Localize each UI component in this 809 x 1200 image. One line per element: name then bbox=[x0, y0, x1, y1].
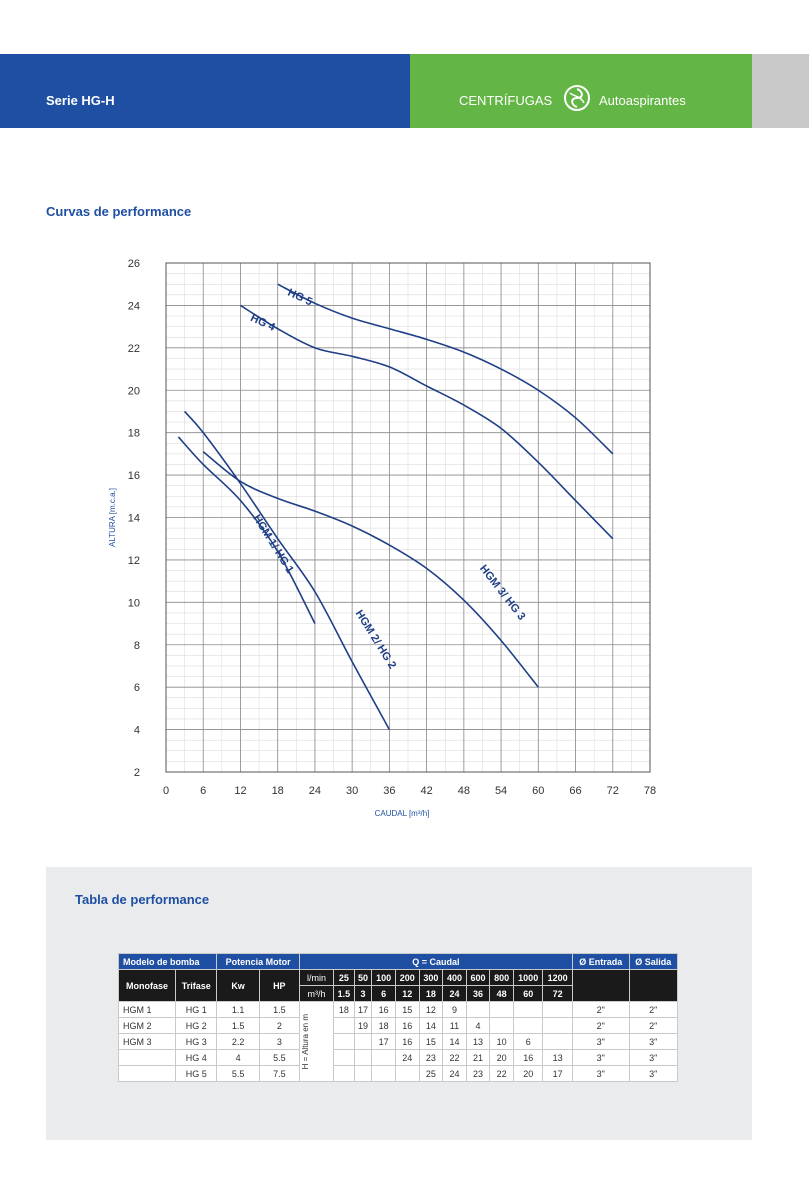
cell-altura: 16 bbox=[513, 1050, 542, 1066]
cell-altura: 11 bbox=[443, 1018, 467, 1034]
flow-m3h-cell: 3 bbox=[354, 986, 372, 1002]
cell-kw: 1.5 bbox=[217, 1018, 259, 1034]
th-monofase: Monofase bbox=[119, 970, 176, 1002]
th-modelo: Modelo de bomba bbox=[119, 954, 217, 970]
pump-swirl-icon bbox=[563, 84, 591, 112]
cell-altura: 9 bbox=[443, 1002, 467, 1018]
cell-altura: 22 bbox=[490, 1066, 514, 1082]
cell-hp: 2 bbox=[259, 1018, 299, 1034]
cell-salida: 2" bbox=[629, 1018, 678, 1034]
flow-m3h-cell: 12 bbox=[395, 986, 419, 1002]
cell-altura bbox=[372, 1050, 396, 1066]
flow-lmin-cell: 400 bbox=[443, 970, 467, 986]
cell-altura: 13 bbox=[466, 1034, 490, 1050]
x-tick-label: 60 bbox=[532, 785, 545, 797]
cell-altura bbox=[543, 1018, 572, 1034]
y-tick-label: 6 bbox=[133, 682, 140, 695]
cell-altura bbox=[395, 1066, 419, 1082]
cell-altura: 10 bbox=[490, 1034, 514, 1050]
y-tick-label: 2 bbox=[133, 767, 140, 779]
series-title: Serie HG-H bbox=[46, 93, 115, 108]
cell-altura bbox=[334, 1066, 355, 1082]
y-tick-label: 12 bbox=[127, 554, 140, 567]
cell-salida: 2" bbox=[629, 1002, 678, 1018]
curve-label-hgm-1-hg-1: HGM 1/ HG 1 bbox=[250, 512, 296, 576]
cell-altura bbox=[466, 1002, 490, 1018]
cell-altura: 25 bbox=[419, 1066, 443, 1082]
cell-altura bbox=[513, 1002, 542, 1018]
cell-altura: 20 bbox=[513, 1066, 542, 1082]
cell-altura bbox=[334, 1018, 355, 1034]
cell-salida: 3" bbox=[629, 1050, 678, 1066]
performance-table bbox=[118, 953, 678, 1082]
cell-monofase bbox=[119, 1050, 176, 1066]
x-tick-label: 42 bbox=[420, 785, 433, 797]
x-tick-label: 66 bbox=[569, 785, 582, 797]
x-tick-label: 78 bbox=[643, 785, 657, 797]
cell-altura: 18 bbox=[334, 1002, 355, 1018]
table-row bbox=[119, 1002, 678, 1018]
th-trifase: Trifase bbox=[176, 970, 217, 1002]
flow-m3h-cell: 48 bbox=[490, 986, 514, 1002]
cell-altura: 23 bbox=[419, 1050, 443, 1066]
x-tick-label: 48 bbox=[457, 785, 470, 797]
cell-altura: 15 bbox=[419, 1034, 443, 1050]
x-tick-label: 72 bbox=[606, 785, 619, 797]
curves-section-title: Curvas de performance bbox=[46, 204, 192, 219]
cell-entrada: 3" bbox=[572, 1050, 629, 1066]
y-tick-label: 8 bbox=[133, 639, 140, 652]
cell-salida: 3" bbox=[629, 1066, 678, 1082]
y-tick-label: 10 bbox=[127, 597, 140, 610]
cell-altura bbox=[490, 1002, 514, 1018]
cell-altura: 13 bbox=[543, 1050, 572, 1066]
flow-m3h-cell: 24 bbox=[443, 986, 467, 1002]
x-tick-label: 36 bbox=[383, 785, 396, 797]
flow-lmin-cell: 300 bbox=[419, 970, 443, 986]
cell-altura: 16 bbox=[395, 1018, 419, 1034]
flow-lmin-cell: 800 bbox=[490, 970, 514, 986]
altura-label: H = Altura en m bbox=[300, 1013, 310, 1070]
cell-monofase: HGM 3 bbox=[119, 1034, 176, 1050]
x-tick-label: 54 bbox=[494, 785, 508, 797]
flow-m3h-cell: 60 bbox=[513, 986, 542, 1002]
cell-altura bbox=[372, 1066, 396, 1082]
curve-hgm-1-hg-1 bbox=[178, 437, 315, 624]
table-row bbox=[119, 1066, 678, 1082]
x-tick-label: 18 bbox=[271, 785, 284, 797]
flow-lmin-cell: 600 bbox=[466, 970, 490, 986]
flow-lmin-cell: 100 bbox=[372, 970, 396, 986]
cell-altura: 17 bbox=[354, 1002, 372, 1018]
cell-altura: 17 bbox=[372, 1034, 396, 1050]
y-tick-label: 22 bbox=[127, 342, 140, 355]
flow-m3h-cell: 1.5 bbox=[334, 986, 355, 1002]
cell-altura: 23 bbox=[466, 1066, 490, 1082]
th-salida-spacer bbox=[629, 970, 678, 1002]
cell-hp: 5.5 bbox=[259, 1050, 299, 1066]
cell-altura bbox=[354, 1050, 372, 1066]
cell-kw: 1.1 bbox=[217, 1002, 259, 1018]
cell-trifase: HG 2 bbox=[176, 1018, 217, 1034]
cell-salida: 3" bbox=[629, 1034, 678, 1050]
performance-chart-svg bbox=[100, 250, 670, 825]
cell-entrada: 2" bbox=[572, 1018, 629, 1034]
cell-entrada: 3" bbox=[572, 1034, 629, 1050]
altura-label-cell bbox=[299, 1002, 333, 1082]
cell-altura: 19 bbox=[354, 1018, 372, 1034]
cell-altura: 20 bbox=[490, 1050, 514, 1066]
y-tick-label: 20 bbox=[127, 385, 140, 398]
cell-trifase: HG 1 bbox=[176, 1002, 217, 1018]
cell-altura: 21 bbox=[466, 1050, 490, 1066]
cell-monofase: HGM 2 bbox=[119, 1018, 176, 1034]
cell-hp: 3 bbox=[259, 1034, 299, 1050]
cell-altura: 24 bbox=[443, 1066, 467, 1082]
cell-altura: 4 bbox=[466, 1018, 490, 1034]
cell-kw: 5.5 bbox=[217, 1066, 259, 1082]
flow-m3h-cell: 72 bbox=[543, 986, 572, 1002]
cell-altura bbox=[543, 1034, 572, 1050]
table-row bbox=[119, 1018, 678, 1034]
th-m3h: m³/h bbox=[299, 986, 333, 1002]
th-entrada: Ø Entrada bbox=[572, 954, 629, 970]
category-autoaspirantes: Autoaspirantes bbox=[599, 93, 686, 108]
cell-kw: 2.2 bbox=[217, 1034, 259, 1050]
y-axis-label: ALTURA [m.c.a.] bbox=[108, 488, 117, 547]
cell-altura: 15 bbox=[395, 1002, 419, 1018]
cell-altura: 22 bbox=[443, 1050, 467, 1066]
flow-lmin-cell: 1000 bbox=[513, 970, 542, 986]
x-tick-label: 30 bbox=[346, 785, 359, 797]
x-axis-label: CAUDAL [m³/h] bbox=[374, 809, 430, 818]
flow-m3h-cell: 18 bbox=[419, 986, 443, 1002]
flow-lmin-cell: 200 bbox=[395, 970, 419, 986]
header-gray-tab bbox=[752, 54, 809, 128]
y-tick-label: 18 bbox=[127, 427, 140, 440]
cell-trifase: HG 4 bbox=[176, 1050, 217, 1066]
cell-altura bbox=[490, 1018, 514, 1034]
category-centrifugas: CENTRÍFUGAS bbox=[459, 93, 553, 108]
curve-label-hgm-2-hg-2: HGM 2/ HG 2 bbox=[352, 608, 399, 672]
th-entrada-spacer bbox=[572, 970, 629, 1002]
cell-altura: 14 bbox=[443, 1034, 467, 1050]
x-tick-label: 24 bbox=[308, 785, 322, 797]
y-tick-label: 24 bbox=[127, 300, 140, 313]
cell-trifase: HG 5 bbox=[176, 1066, 217, 1082]
y-tick-label: 4 bbox=[133, 724, 140, 737]
cell-hp: 1.5 bbox=[259, 1002, 299, 1018]
header-category-band bbox=[410, 54, 752, 128]
curve-label-hgm-3-hg-3: HGM 3/ HG 3 bbox=[476, 562, 528, 623]
th-lmin: l/min bbox=[299, 970, 333, 986]
cell-monofase bbox=[119, 1066, 176, 1082]
curve-label-hg-4: HG 4 bbox=[248, 312, 277, 334]
table-section-title: Tabla de performance bbox=[75, 892, 210, 907]
header-series-band bbox=[0, 54, 410, 128]
table-row bbox=[119, 1034, 678, 1050]
cell-hp: 7.5 bbox=[259, 1066, 299, 1082]
flow-lmin-cell: 25 bbox=[334, 970, 355, 986]
cell-altura: 12 bbox=[419, 1002, 443, 1018]
cell-altura bbox=[513, 1018, 542, 1034]
cell-altura: 6 bbox=[513, 1034, 542, 1050]
x-tick-label: 12 bbox=[234, 785, 247, 797]
cell-altura: 16 bbox=[395, 1034, 419, 1050]
x-tick-label: 6 bbox=[200, 785, 207, 797]
cell-altura: 16 bbox=[372, 1002, 396, 1018]
cell-altura bbox=[354, 1066, 372, 1082]
cell-trifase: HG 3 bbox=[176, 1034, 217, 1050]
y-tick-label: 16 bbox=[127, 470, 140, 483]
cell-altura: 18 bbox=[372, 1018, 396, 1034]
cell-altura bbox=[543, 1002, 572, 1018]
flow-m3h-cell: 6 bbox=[372, 986, 396, 1002]
th-kw: Kw bbox=[217, 970, 259, 1002]
cell-altura bbox=[334, 1034, 355, 1050]
cell-altura: 14 bbox=[419, 1018, 443, 1034]
cell-entrada: 3" bbox=[572, 1066, 629, 1082]
cell-entrada: 2" bbox=[572, 1002, 629, 1018]
y-tick-label: 14 bbox=[127, 512, 140, 525]
cell-monofase: HGM 1 bbox=[119, 1002, 176, 1018]
cell-altura: 17 bbox=[543, 1066, 572, 1082]
flow-lmin-cell: 50 bbox=[354, 970, 372, 986]
y-tick-label: 26 bbox=[127, 258, 140, 270]
th-potencia: Potencia Motor bbox=[217, 954, 300, 970]
curve-label-hg-5: HG 5 bbox=[285, 286, 315, 309]
flow-lmin-cell: 1200 bbox=[543, 970, 572, 986]
cell-kw: 4 bbox=[217, 1050, 259, 1066]
cell-altura bbox=[334, 1050, 355, 1066]
th-caudal: Q = Caudal bbox=[299, 954, 572, 970]
table-row bbox=[119, 1050, 678, 1066]
cell-altura: 24 bbox=[395, 1050, 419, 1066]
cell-altura bbox=[354, 1034, 372, 1050]
th-salida: Ø Salida bbox=[629, 954, 678, 970]
th-hp: HP bbox=[259, 970, 299, 1002]
x-tick-label: 0 bbox=[162, 785, 170, 797]
performance-chart bbox=[100, 250, 670, 825]
flow-m3h-cell: 36 bbox=[466, 986, 490, 1002]
